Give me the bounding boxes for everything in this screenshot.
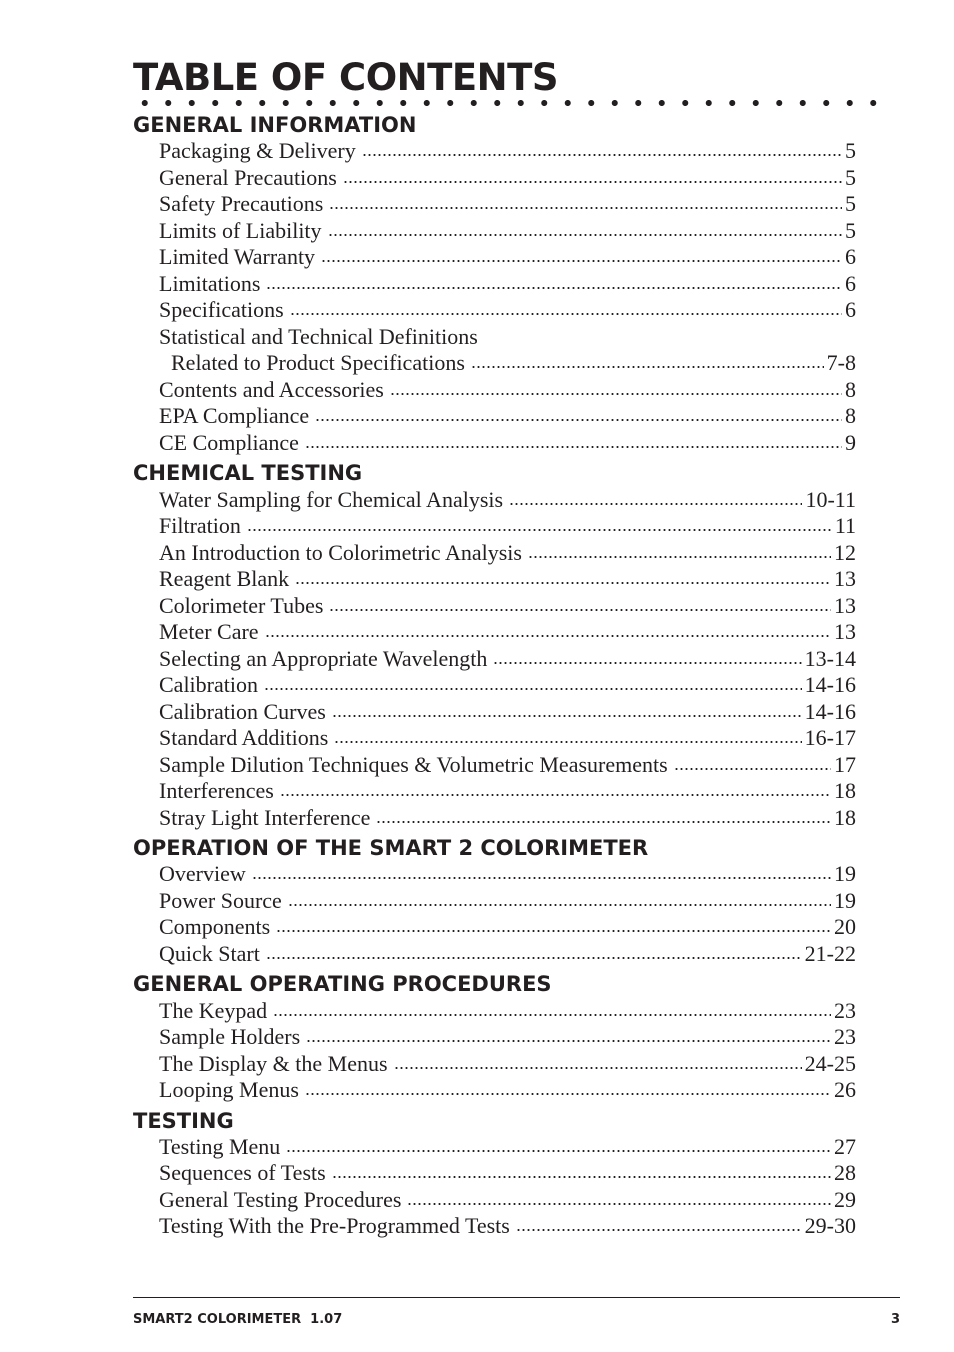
toc-entry-label: Filtration	[159, 513, 241, 539]
toc-page-number: 26	[834, 1077, 856, 1103]
toc-page-number: 7-8	[826, 350, 856, 376]
toc-entry[interactable]	[159, 725, 856, 752]
toc-entry[interactable]	[159, 403, 856, 430]
dot-leader	[290, 311, 842, 317]
toc-section	[133, 971, 863, 1103]
toc-entry-label: Calibration Curves	[159, 698, 326, 724]
dot-leader	[306, 1038, 831, 1044]
toc-entry-label: The Keypad	[159, 997, 268, 1023]
toc-page-number: 19	[834, 887, 856, 913]
toc-page-number: 13	[834, 619, 856, 645]
toc-page-number: 23	[834, 1024, 856, 1050]
dot-leader	[329, 607, 831, 613]
toc-entry[interactable]	[159, 138, 856, 165]
toc-entry-label: Contents and Accessories	[159, 376, 384, 402]
toc-entry-label: Colorimeter Tubes	[159, 592, 324, 618]
dot-leader	[329, 205, 842, 211]
toc-page-number: 10-11	[805, 486, 856, 512]
dot-leader	[493, 660, 801, 666]
toc-entry-label: Looping Menus	[159, 1077, 299, 1103]
toc-page-number: 23	[834, 997, 856, 1023]
dot-leader	[528, 554, 831, 560]
toc-entry[interactable]	[159, 191, 856, 218]
toc-entry-label-continued: Related to Product Specifications	[171, 350, 465, 376]
toc-entry-label: Components	[159, 914, 271, 940]
toc-page-number: 19	[834, 861, 856, 887]
toc-entry-label: General Testing Procedures	[159, 1186, 402, 1212]
toc-page-number: 6	[845, 270, 856, 296]
toc-page-number: 12	[834, 539, 856, 565]
toc-entry[interactable]	[159, 487, 856, 514]
dot-leader	[334, 739, 801, 745]
toc-page-number: 16-17	[804, 725, 856, 751]
toc-section	[133, 1108, 863, 1240]
toc-entry-label: Selecting an Appropriate Wavelength	[159, 645, 488, 671]
toc-entry-label: Interferences	[159, 778, 274, 804]
toc-entry[interactable]	[159, 593, 856, 620]
toc-entry-label: Reagent Blank	[159, 566, 290, 592]
toc-entry[interactable]	[159, 377, 856, 404]
footer-page-number: 3	[890, 1312, 900, 1327]
dot-leader	[516, 1227, 802, 1233]
toc-entry[interactable]	[159, 914, 856, 941]
toc-entry-label: Water Sampling for Chemical Analysis	[159, 486, 504, 512]
dot-leader	[247, 527, 832, 533]
dot-leader	[266, 955, 802, 961]
toc-entry-label: The Display & the Menus	[159, 1050, 388, 1076]
toc-entry[interactable]	[159, 218, 856, 245]
toc-entry[interactable]	[159, 1024, 856, 1051]
dot-leader	[328, 232, 842, 238]
dot-leader	[362, 152, 842, 158]
toc-page-number: 5	[845, 191, 856, 217]
dot-leader	[266, 285, 842, 291]
dot-leader	[332, 1174, 831, 1180]
toc-entry[interactable]	[159, 1187, 856, 1214]
toc-section	[133, 460, 863, 831]
toc-entry-label: Quick Start	[159, 940, 260, 966]
toc-entry-label: Meter Care	[159, 619, 259, 645]
dot-leader	[288, 902, 831, 908]
toc-entry-label: EPA Compliance	[159, 403, 310, 429]
dot-leader	[280, 792, 831, 798]
toc-entry-label: CE Compliance	[159, 429, 299, 455]
dot-leader	[265, 633, 831, 639]
section-heading: OPERATION OF THE SMART 2 COLORIMETER	[133, 836, 649, 861]
toc-entry[interactable]	[159, 778, 856, 805]
toc-entry-label: Stray Light Interference	[159, 804, 371, 830]
dot-leader	[343, 179, 842, 185]
toc-entry[interactable]	[159, 752, 856, 779]
dot-leader	[332, 713, 802, 719]
toc-entry-continuation	[171, 350, 856, 377]
dot-leader	[321, 258, 842, 264]
toc-entry-label: An Introduction to Colorimetric Analysis	[159, 539, 522, 565]
toc-page-number: 5	[845, 164, 856, 190]
toc-entry[interactable]	[159, 165, 856, 192]
toc-entry[interactable]	[159, 1134, 856, 1161]
dot-leader	[305, 1091, 831, 1097]
toc-page-number: 6	[845, 297, 856, 323]
toc-entry-label: Testing With the Pre-Programmed Tests	[159, 1213, 510, 1239]
toc-page-number: 17	[834, 751, 856, 777]
toc-page-number: 20	[834, 914, 856, 940]
toc-entry[interactable]	[159, 699, 856, 726]
toc-entry[interactable]	[159, 646, 856, 673]
dot-leader	[264, 686, 802, 692]
toc-page-number: 29-30	[804, 1213, 856, 1239]
dot-leader	[394, 1065, 802, 1071]
dot-leader	[376, 819, 831, 825]
toc-entry-label: Limited Warranty	[159, 244, 316, 270]
toc-entry[interactable]	[159, 513, 856, 540]
toc-page-number: 18	[834, 804, 856, 830]
toc-page-number: 8	[845, 376, 856, 402]
toc-page-number: 27	[834, 1133, 856, 1159]
toc-page-number: 28	[834, 1160, 856, 1186]
toc-entry-label: Specifications	[159, 297, 284, 323]
dot-leader	[305, 444, 842, 450]
table-of-contents	[133, 112, 863, 1240]
toc-entry[interactable]	[159, 1077, 856, 1104]
toc-entry-label: Safety Precautions	[159, 191, 324, 217]
toc-page-number: 6	[845, 244, 856, 270]
toc-page-number: 11	[834, 513, 856, 539]
toc-page-number: 13	[834, 592, 856, 618]
dot-leader	[315, 417, 842, 423]
toc-entry-label: Limits of Liability	[159, 217, 322, 243]
toc-entry-label: General Precautions	[159, 164, 337, 190]
toc-entry[interactable]	[159, 324, 856, 377]
dot-leader	[407, 1201, 831, 1207]
toc-section	[133, 835, 863, 967]
toc-entry-label: Sample Holders	[159, 1024, 301, 1050]
toc-entry[interactable]	[159, 619, 856, 646]
toc-entry[interactable]	[159, 566, 856, 593]
toc-page-number: 21-22	[804, 940, 856, 966]
section-heading: TESTING	[133, 1108, 234, 1133]
section-heading: GENERAL INFORMATION	[133, 113, 417, 137]
toc-page-number: 5	[845, 217, 856, 243]
dot-leader	[286, 1148, 831, 1154]
footer-document-name: SMART2 COLORIMETER 1.07	[133, 1312, 343, 1327]
dot-leader	[674, 766, 831, 772]
toc-entry-label: Sequences of Tests	[159, 1160, 326, 1186]
toc-entry[interactable]	[159, 1213, 856, 1240]
toc-entry-label: Statistical and Technical Definitions	[159, 323, 478, 349]
toc-page-number: 14-16	[804, 698, 856, 724]
toc-entry[interactable]	[159, 430, 856, 457]
toc-page-number: 24-25	[804, 1050, 856, 1076]
toc-entry-label: Limitations	[159, 270, 261, 296]
toc-entry[interactable]	[159, 297, 856, 324]
toc-entry[interactable]	[159, 861, 856, 888]
toc-entry[interactable]	[159, 1160, 856, 1187]
toc-entry-label: Sample Dilution Techniques & Volumetric Measurements	[159, 751, 668, 777]
toc-entry-label: Standard Additions	[159, 725, 329, 751]
toc-page-number: 8	[845, 403, 856, 429]
toc-page-number: 5	[845, 138, 856, 164]
section-heading: GENERAL OPERATING PROCEDURES	[133, 972, 552, 997]
toc-entry[interactable]	[159, 941, 856, 968]
dot-leader	[273, 1012, 831, 1018]
toc-entry-label: Overview	[159, 861, 246, 887]
toc-entry-label: Calibration	[159, 672, 258, 698]
page-title: TABLE OF CONTENTS	[133, 56, 558, 99]
toc-page-number: 13	[834, 566, 856, 592]
toc-entry[interactable]	[159, 540, 856, 567]
toc-entry[interactable]	[159, 888, 856, 915]
toc-entry-label: Testing Menu	[159, 1133, 281, 1159]
dot-leader	[509, 501, 802, 507]
toc-page-number: 9	[845, 429, 856, 455]
toc-page-number: 18	[834, 778, 856, 804]
section-heading: CHEMICAL TESTING	[133, 461, 363, 486]
dot-leader	[390, 391, 842, 397]
dot-leader	[252, 875, 831, 881]
toc-entry[interactable]	[159, 244, 856, 271]
dot-leader	[295, 580, 831, 586]
toc-entry[interactable]	[159, 805, 856, 832]
toc-page-number: 29	[834, 1186, 856, 1212]
toc-section	[133, 112, 863, 456]
toc-page-number: 13-14	[804, 645, 856, 671]
title-dot-rule	[133, 99, 885, 107]
toc-entry-label: Power Source	[159, 887, 282, 913]
toc-entry[interactable]	[159, 672, 856, 699]
toc-page-number: 14-16	[804, 672, 856, 698]
dot-leader	[276, 928, 831, 934]
toc-entry[interactable]	[159, 998, 856, 1025]
toc-entry-label: Packaging & Delivery	[159, 138, 356, 164]
footer-divider	[133, 1297, 900, 1298]
toc-entry[interactable]	[159, 271, 856, 298]
dot-leader	[471, 364, 824, 370]
toc-entry[interactable]	[159, 1051, 856, 1078]
